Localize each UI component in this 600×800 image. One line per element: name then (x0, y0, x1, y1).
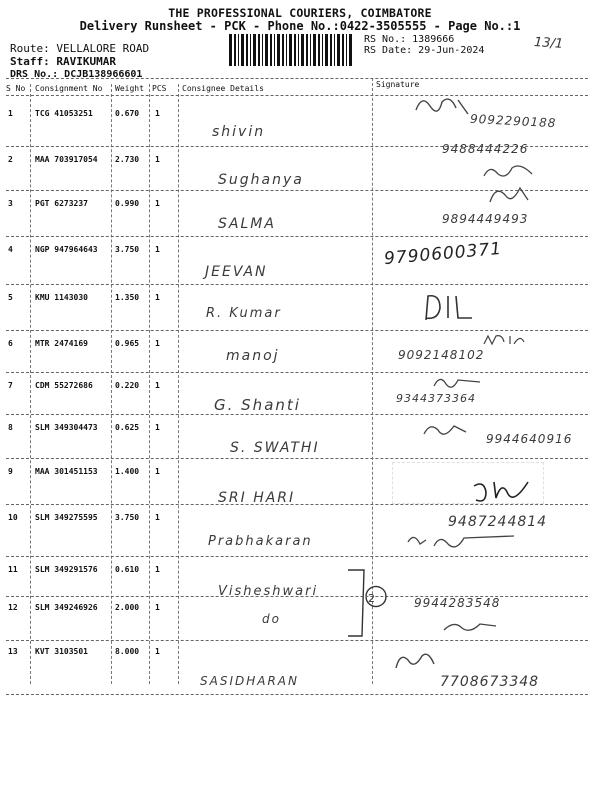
consignee-phone: 9894449493 (442, 212, 529, 226)
row-consignment: MAA 301451153 (35, 467, 98, 476)
row-divider (6, 504, 588, 505)
signature-scribble (430, 372, 490, 394)
signature-scribble (404, 530, 524, 554)
barcode-bar (306, 34, 308, 66)
row-weight: 0.625 (115, 423, 140, 432)
consignee-phone: 9092148102 (398, 348, 485, 362)
col-sno-header: S No (6, 84, 26, 93)
consignee-name: Visheshwari (218, 584, 319, 599)
consignee-phone: 9487244814 (448, 514, 548, 530)
company-title: THE PROFESSIONAL COURIERS, COIMBATORE (168, 6, 432, 20)
row-sno: 10 (8, 513, 18, 522)
row-pcs: 1 (155, 423, 160, 432)
row-pcs: 1 (155, 155, 160, 164)
barcode-bar (318, 34, 320, 66)
table-row (0, 240, 600, 284)
row-sno: 3 (8, 199, 13, 208)
row-divider (6, 694, 588, 695)
barcode-bar (325, 34, 328, 66)
barcode-bar (250, 34, 251, 66)
rs-date: RS Date: 29-Jun-2024 (364, 45, 485, 56)
row-sno: 9 (8, 467, 13, 476)
row-sno: 2 (8, 155, 13, 164)
row-weight: 0.965 (115, 339, 140, 348)
row-pcs: 1 (155, 603, 160, 612)
barcode-bar (229, 34, 232, 66)
barcode-bar (301, 34, 304, 66)
col-consignment-header: Consignment No (35, 84, 103, 93)
row-weight: 2.730 (115, 155, 140, 164)
barcode-bar (337, 34, 340, 66)
row-sno: 1 (8, 109, 13, 118)
consignee-name: Sughanya (218, 172, 304, 188)
consignee-name: SALMA (218, 216, 276, 232)
signature-scribble (480, 332, 526, 348)
row-pcs: 1 (155, 381, 160, 390)
drs-number: DRS No.: DCJB138966601 (10, 69, 143, 80)
barcode-bar (265, 34, 268, 66)
row-consignment: MAA 703917054 (35, 155, 98, 164)
barcode-bar (289, 34, 292, 66)
consignee-phone: 9944283548 (414, 596, 501, 610)
barcode-bar (322, 34, 323, 66)
consignee-name: do (262, 612, 281, 626)
consignee-name: SASIDHARAN (200, 674, 299, 688)
row-divider (6, 372, 588, 373)
row-consignment: NGP 947964643 (35, 245, 98, 254)
row-divider (6, 236, 588, 237)
consignee-name: shivin (212, 124, 266, 140)
barcode-bar (262, 34, 263, 66)
consignee-phone: 7708673348 (440, 674, 540, 690)
consignee-phone: 9790600371 (383, 238, 503, 270)
row-pcs: 1 (155, 565, 160, 574)
row-weight: 3.750 (115, 245, 140, 254)
bracket-mark (342, 566, 390, 642)
table-row (0, 508, 600, 552)
svg-text:2: 2 (368, 592, 375, 605)
header-rule (6, 78, 588, 79)
col-weight-header: Weight (115, 84, 144, 93)
row-divider (6, 640, 588, 641)
consignee-phone: 9344373364 (396, 392, 476, 405)
row-consignment: KMU 1143030 (35, 293, 88, 302)
barcode-bar (258, 34, 260, 66)
signature-scribble (480, 160, 540, 184)
row-divider (6, 458, 588, 459)
row-consignment: PGT 6273237 (35, 199, 88, 208)
table-row (0, 642, 600, 690)
barcode-bar (238, 34, 239, 66)
row-sno: 7 (8, 381, 13, 390)
row-weight: 2.000 (115, 603, 140, 612)
row-weight: 0.610 (115, 565, 140, 574)
signature-scribble (412, 92, 472, 120)
barcode-bar (277, 34, 280, 66)
table-row (0, 418, 600, 462)
consignee-phone: 9092290188 (469, 111, 557, 131)
barcode (229, 34, 353, 66)
barcode-bar (246, 34, 248, 66)
row-pcs: 1 (155, 513, 160, 522)
handwritten-mark: 13/1 (533, 34, 564, 53)
signature-scribble (392, 648, 438, 676)
row-pcs: 1 (155, 467, 160, 476)
row-divider (6, 414, 588, 415)
row-consignment: SLM 349291576 (35, 565, 98, 574)
row-consignment: MTR 2474169 (35, 339, 88, 348)
row-divider (6, 330, 588, 331)
row-sno: 8 (8, 423, 13, 432)
runsheet-subtitle: Delivery Runsheet - PCK - Phone No.:0422-3505555 - Page No.:1 (79, 19, 521, 33)
consignee-name: JEEVAN (205, 264, 268, 280)
row-weight: 0.990 (115, 199, 140, 208)
table-row (0, 462, 600, 506)
row-sno: 12 (8, 603, 18, 612)
row-divider (6, 284, 588, 285)
staff-label: Staff: RAVIKUMAR (10, 55, 116, 68)
row-sno: 13 (8, 647, 18, 656)
table-row (0, 592, 600, 642)
consignee-name: R. Kumar (206, 306, 282, 321)
row-pcs: 1 (155, 199, 160, 208)
consignee-name: S. SWATHI (230, 440, 320, 456)
signature-scribble (420, 420, 470, 442)
barcode-bar (294, 34, 296, 66)
consignee-name: G. Shanti (214, 396, 301, 414)
row-consignment: TCG 41053251 (35, 109, 93, 118)
signature-scribble (418, 290, 478, 324)
signature-scribble (440, 616, 500, 636)
barcode-bar (282, 34, 284, 66)
row-consignment: SLM 349246926 (35, 603, 98, 612)
barcode-bar (349, 34, 352, 66)
barcode-bar (342, 34, 344, 66)
barcode-bar (334, 34, 335, 66)
row-weight: 3.750 (115, 513, 140, 522)
row-consignment: KVT 3103501 (35, 647, 88, 656)
barcode-bar (310, 34, 311, 66)
col-signature-header: Signature (376, 80, 420, 89)
row-sno: 5 (8, 293, 13, 302)
barcode-bar (313, 34, 316, 66)
row-divider (6, 596, 588, 597)
route-label: Route: VELLALORE ROAD (10, 42, 150, 55)
barcode-bar (286, 34, 287, 66)
col-consignee-header: Consignee Details (182, 84, 264, 93)
consignee-name: SRI HARI (218, 490, 296, 506)
barcode-bar (274, 34, 275, 66)
table-row (0, 288, 600, 332)
barcode-bar (253, 34, 256, 66)
row-weight: 0.220 (115, 381, 140, 390)
consignee-phone: 9488444226 (442, 142, 529, 156)
row-pcs: 1 (155, 109, 160, 118)
barcode-bar (298, 34, 299, 66)
barcode-bar (330, 34, 332, 66)
row-weight: 8.000 (115, 647, 140, 656)
table-row (0, 194, 600, 238)
row-sno: 6 (8, 339, 13, 348)
rs-number: RS No.: 1389666 (364, 34, 455, 45)
row-pcs: 1 (155, 647, 160, 656)
col-pcs-header: PCS (152, 84, 167, 93)
row-consignment: CDM 55272686 (35, 381, 93, 390)
row-divider (6, 556, 588, 557)
row-pcs: 1 (155, 245, 160, 254)
row-consignment: SLM 349304473 (35, 423, 98, 432)
row-pcs: 1 (155, 339, 160, 348)
row-pcs: 1 (155, 293, 160, 302)
signature-scribble (484, 182, 534, 208)
barcode-bar (346, 34, 347, 66)
consignee-name: Prabhakaran (208, 534, 313, 549)
row-sno: 4 (8, 245, 13, 254)
row-consignment: SLM 349275595 (35, 513, 98, 522)
row-weight: 1.400 (115, 467, 140, 476)
consignee-phone: 9944640916 (486, 432, 573, 446)
barcode-bar (270, 34, 272, 66)
header-rule (6, 95, 588, 96)
row-weight: 0.670 (115, 109, 140, 118)
barcode-bar (241, 34, 244, 66)
row-sno: 11 (8, 565, 18, 574)
consignee-name: manoj (226, 348, 280, 364)
barcode-bar (234, 34, 236, 66)
row-weight: 1.350 (115, 293, 140, 302)
